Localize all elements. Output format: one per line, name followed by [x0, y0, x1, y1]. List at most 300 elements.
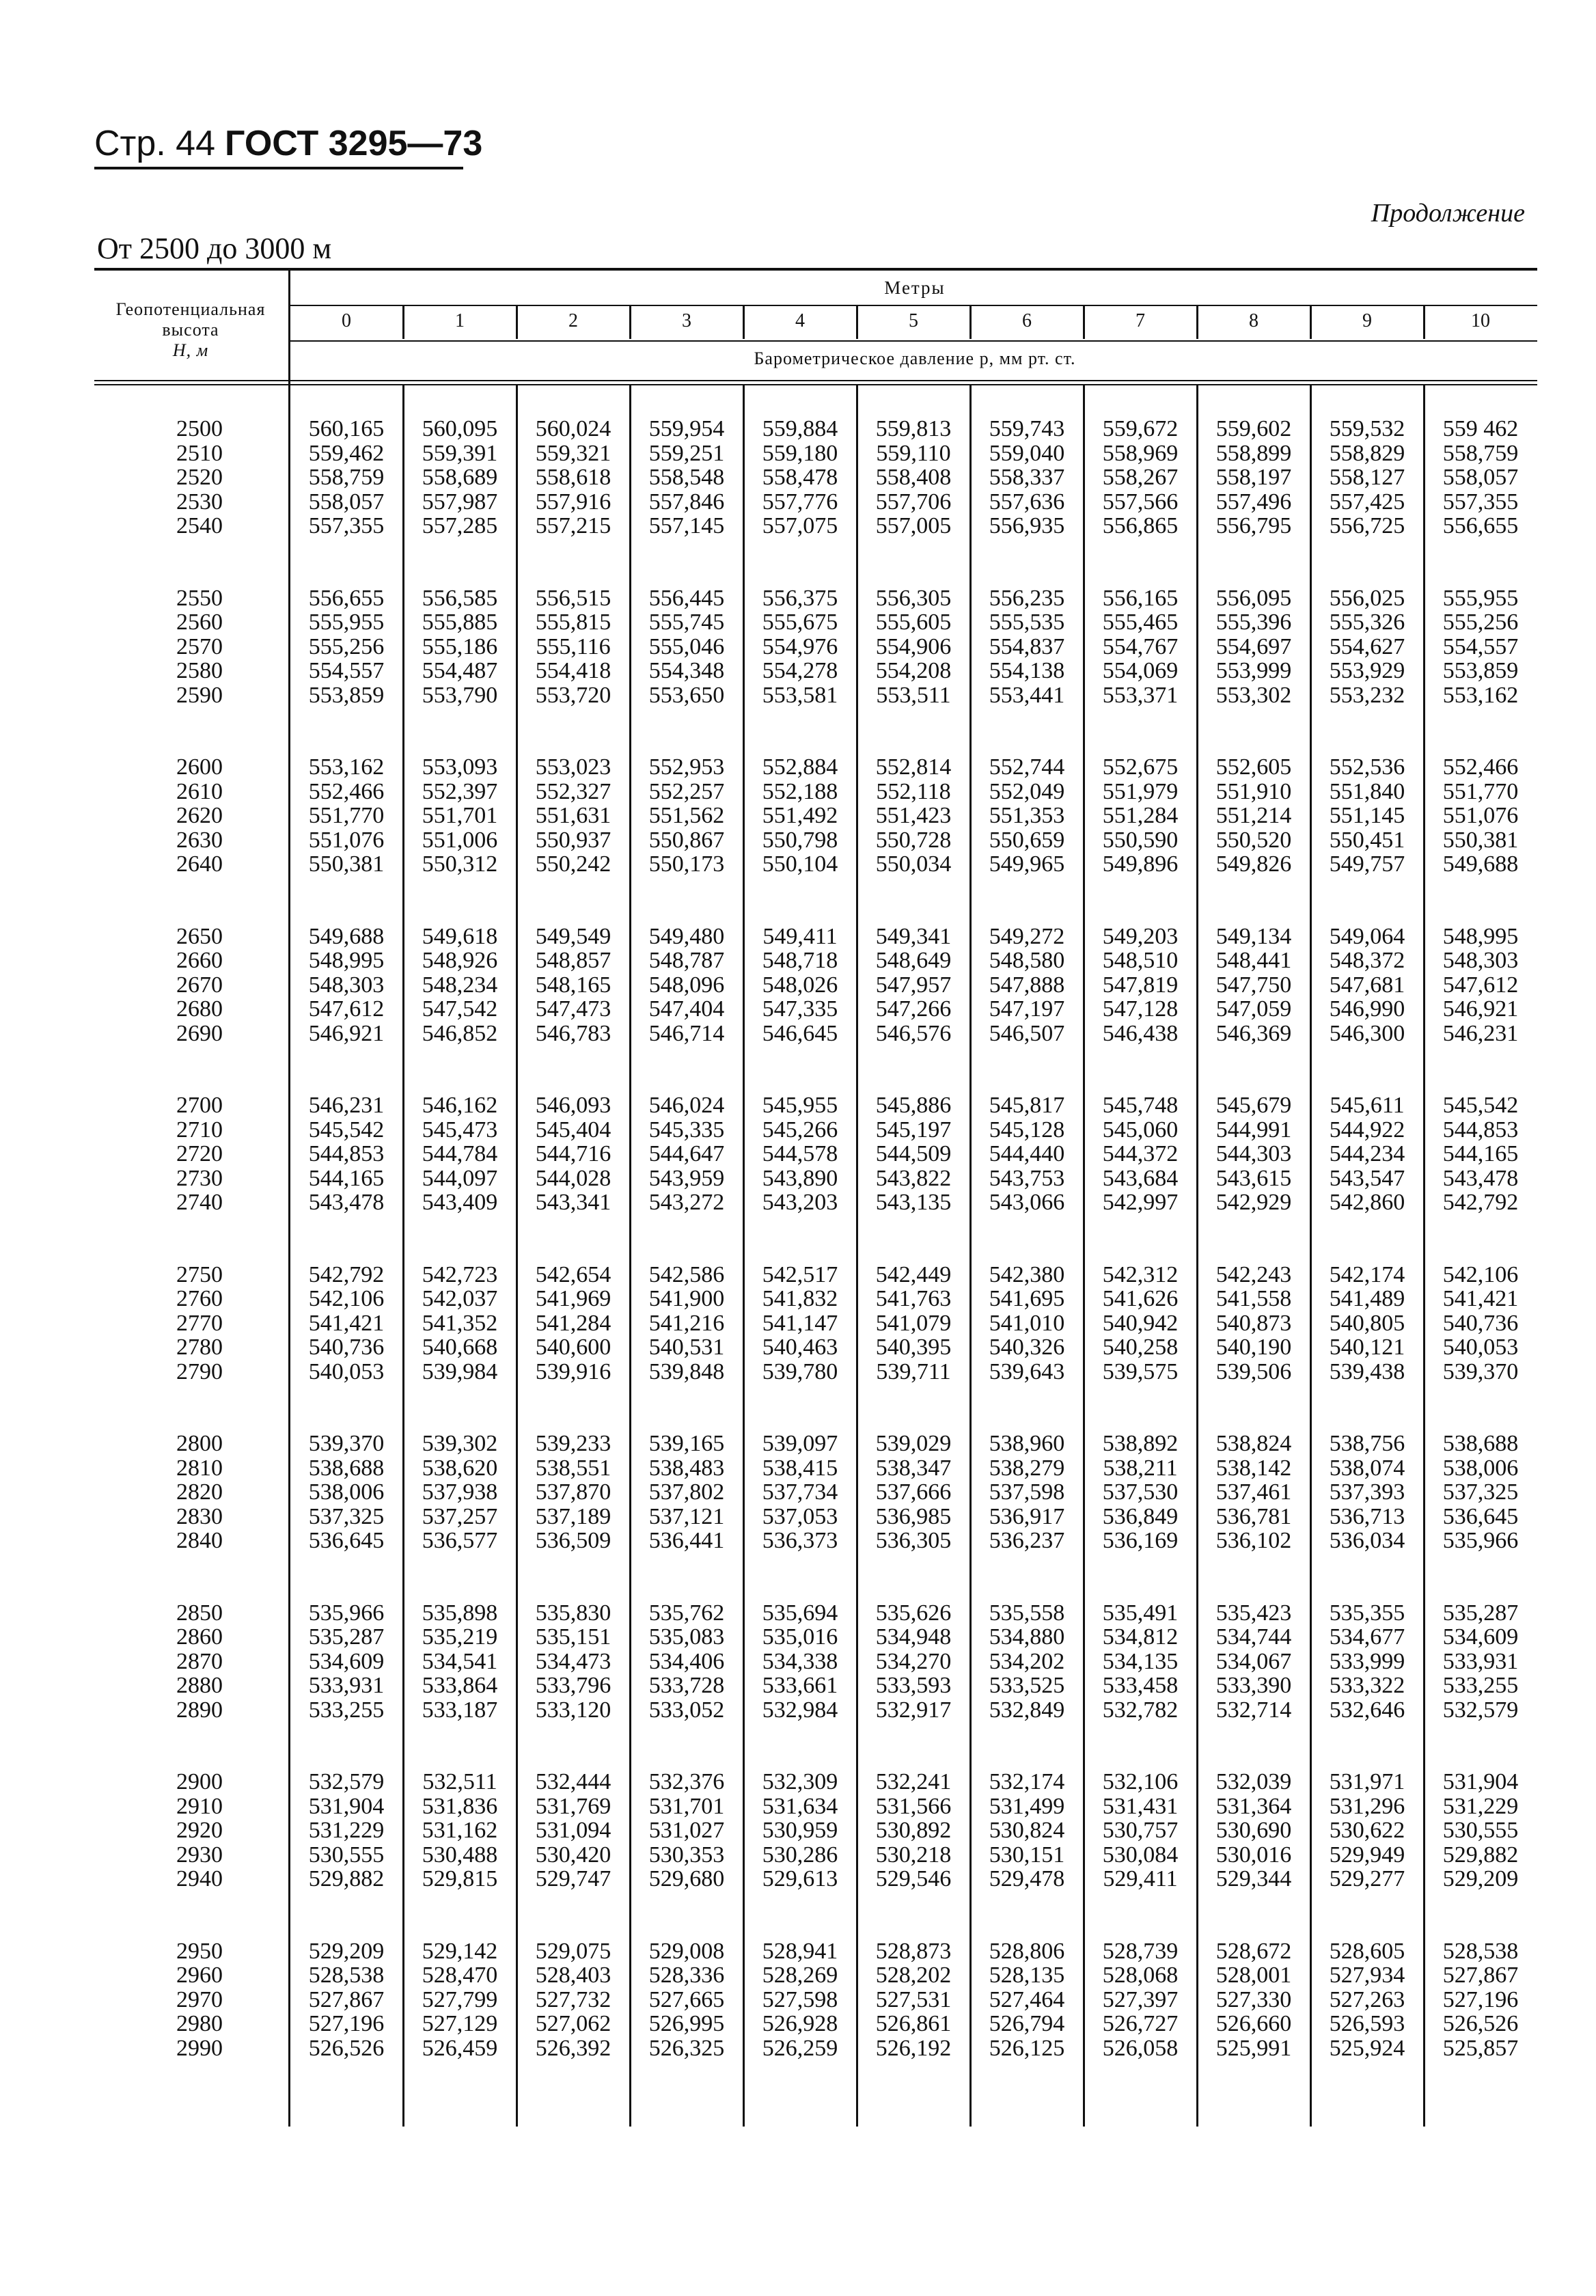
pressure-value: 546,783: [535, 1020, 611, 1046]
height-block: [94, 925, 223, 1046]
pressure-value: 549,688: [308, 923, 385, 949]
pressure-value: 546,300: [1329, 1020, 1405, 1046]
pressure-value: 540,053: [308, 1358, 385, 1384]
pressure-value: 551,145: [1329, 803, 1405, 828]
pressure-value: 544,784: [422, 1141, 498, 1166]
pressure-value: 549,618: [422, 923, 498, 949]
pressure-value: 527,531: [875, 1986, 952, 2012]
height-value: 2870: [176, 1648, 223, 1674]
pressure-value: 558,197: [1215, 465, 1292, 490]
pressure-value: 558,548: [648, 465, 725, 490]
pressure-value: 529,882: [1442, 1842, 1519, 1868]
pressure-value: 540,600: [535, 1335, 611, 1360]
pressure-value: 556,935: [989, 513, 1065, 538]
pressure-value: 542,106: [1442, 1261, 1519, 1287]
pressure-value: 540,258: [1102, 1335, 1179, 1360]
pressure-value: 531,971: [1329, 1769, 1405, 1794]
pressure-value: 543,478: [1442, 1165, 1519, 1191]
pressure-value: 556,235: [989, 585, 1065, 611]
pressure-value: 550,034: [875, 851, 952, 877]
pressure-value: 551,076: [1442, 803, 1519, 828]
pressure-value: 557,215: [535, 513, 611, 538]
pressure-value: 557,987: [422, 489, 498, 515]
pressure-value: 527,598: [762, 1986, 838, 2012]
value-block: [517, 417, 630, 538]
pressure-value: 529,478: [989, 1866, 1065, 1891]
header-tick: [402, 306, 404, 339]
pressure-value: 539,780: [762, 1358, 838, 1384]
pressure-value: 550,242: [535, 851, 611, 877]
header-tick: [629, 306, 631, 339]
pressure-value: 531,769: [535, 1793, 611, 1819]
height-value: 2690: [176, 1020, 223, 1046]
pressure-value: 548,441: [1215, 948, 1292, 973]
pressure-value: 548,303: [1442, 948, 1519, 973]
value-block: [1197, 925, 1310, 1046]
pressure-value: 530,555: [308, 1842, 385, 1868]
pressure-value: 534,609: [1442, 1624, 1519, 1650]
height-value: 2830: [176, 1503, 223, 1529]
pressure-value: 552,744: [989, 754, 1065, 780]
height-value: 2560: [176, 610, 223, 635]
pressure-value: 531,904: [308, 1793, 385, 1819]
pressure-value: 547,957: [875, 972, 952, 998]
pressure-value: 557,846: [648, 489, 725, 515]
pressure-value: 544,647: [648, 1141, 725, 1166]
pressure-value: 534,406: [648, 1648, 725, 1674]
pressure-value: 540,805: [1329, 1310, 1405, 1336]
stub-header-line: H, м: [172, 340, 209, 360]
pressure-value: 528,672: [1215, 1938, 1292, 1964]
pressure-value: 544,372: [1102, 1141, 1179, 1166]
pressure-value: 553,859: [1442, 658, 1519, 683]
pressure-value: 553,162: [1442, 682, 1519, 708]
pressure-value: 539,711: [876, 1358, 951, 1384]
pressure-value: 532,782: [1102, 1697, 1179, 1723]
pressure-value: 548,026: [762, 972, 838, 998]
value-block: [290, 1263, 403, 1384]
value-block: [290, 1770, 403, 1891]
value-block: [517, 925, 630, 1046]
pressure-value: 535,287: [1442, 1600, 1519, 1626]
pressure-value: 555,326: [1329, 610, 1405, 635]
value-block: [403, 1770, 517, 1891]
pressure-value: 551,284: [1102, 803, 1179, 828]
pressure-value: 530,824: [989, 1818, 1065, 1843]
pressure-value: 538,006: [308, 1479, 385, 1505]
pressure-value: 526,526: [1442, 2011, 1519, 2036]
pressure-value: 547,335: [762, 996, 838, 1022]
pressure-value: 530,959: [762, 1818, 838, 1843]
pressure-value: 536,509: [535, 1528, 611, 1553]
pressure-value: 526,058: [1102, 2035, 1179, 2061]
pressure-value: 534,880: [989, 1624, 1065, 1650]
pressure-value: 539,848: [648, 1358, 725, 1384]
height-value: 2550: [176, 585, 223, 611]
pressure-value: 545,611: [1330, 1093, 1405, 1118]
height-value: 2540: [176, 513, 223, 538]
value-block: [517, 1093, 630, 1215]
pressure-value: 536,577: [422, 1528, 498, 1553]
pressure-value: 555,046: [648, 633, 725, 659]
height-value: 2850: [176, 1600, 223, 1626]
pressure-value: 533,255: [1442, 1673, 1519, 1698]
pressure-value: 530,892: [875, 1818, 952, 1843]
pressure-value: 547,750: [1215, 972, 1292, 998]
height-block: [94, 586, 223, 708]
pressure-value: 554,697: [1215, 633, 1292, 659]
pressure-value: 526,192: [875, 2035, 952, 2061]
pressure-value: 541,079: [875, 1310, 952, 1336]
pressure-value: 535,219: [422, 1624, 498, 1650]
value-block: [743, 1770, 857, 1891]
height-value: 2730: [176, 1165, 223, 1191]
height-value: 2680: [176, 996, 223, 1022]
pressure-value: 554,069: [1102, 658, 1179, 683]
pressure-value: 532,174: [989, 1769, 1065, 1794]
pressure-value: 536,713: [1329, 1503, 1405, 1529]
pressure-value: 531,904: [1442, 1769, 1519, 1794]
pressure-value: 552,536: [1329, 754, 1405, 780]
value-block: [970, 1263, 1084, 1384]
value-block: [630, 1093, 743, 1215]
pressure-value: 549,203: [1102, 923, 1179, 949]
value-block: [630, 1432, 743, 1553]
value-column: [743, 417, 857, 2108]
value-block: [857, 586, 970, 708]
header-tick: [1310, 306, 1312, 339]
pressure-value: 538,211: [1103, 1455, 1178, 1481]
pressure-value: 534,270: [875, 1648, 952, 1674]
value-block: [1197, 1939, 1310, 2061]
value-column: [630, 417, 743, 2108]
pressure-value: 539,165: [648, 1431, 725, 1456]
pressure-value: 532,241: [875, 1769, 952, 1794]
pressure-value: 539,370: [1442, 1358, 1519, 1384]
pressure-value: 540,326: [989, 1335, 1065, 1360]
pressure-value: 529,008: [648, 1938, 725, 1964]
value-column: [290, 417, 403, 2108]
value-column: [1197, 417, 1310, 2108]
pressure-value: 540,463: [762, 1335, 838, 1360]
pressure-value: 539,916: [535, 1358, 611, 1384]
pressure-value: 529,209: [308, 1938, 385, 1964]
value-block: [403, 417, 517, 538]
value-block: [1424, 925, 1537, 1046]
pressure-value: 527,196: [308, 2011, 385, 2036]
pressure-value: 547,197: [989, 996, 1065, 1022]
table-body: [94, 417, 1537, 2118]
height-block: [94, 1263, 223, 1384]
pressure-value: 543,615: [1215, 1165, 1292, 1191]
pressure-value: 533,052: [648, 1697, 725, 1723]
pressure-value: 537,393: [1329, 1479, 1405, 1505]
pressure-value: 550,312: [422, 851, 498, 877]
pressure-value: 555,885: [422, 610, 498, 635]
pressure-value: 546,162: [422, 1093, 498, 1118]
pressure-value: 555,745: [648, 610, 725, 635]
pressure-value: 549,480: [648, 923, 725, 949]
pressure-value: 555,396: [1215, 610, 1292, 635]
pressure-value: 528,470: [422, 1963, 498, 1988]
value-block: [1084, 1263, 1197, 1384]
pressure-value: 538,960: [989, 1431, 1065, 1456]
value-block: [1424, 586, 1537, 708]
value-block: [1424, 1601, 1537, 1723]
pressure-value: 551,562: [648, 803, 725, 828]
pressure-value: 526,727: [1102, 2011, 1179, 2036]
pressure-value: 535,355: [1329, 1600, 1405, 1626]
pressure-value: 549,272: [989, 923, 1065, 949]
pressure-value: 547,128: [1102, 996, 1179, 1022]
pressure-value: 532,376: [648, 1769, 725, 1794]
value-block: [290, 1432, 403, 1553]
pressure-value: 529,613: [762, 1866, 838, 1891]
pressure-value: 549,341: [875, 923, 952, 949]
pressure-value: 543,341: [535, 1190, 611, 1215]
pressure-value: 542,723: [422, 1261, 498, 1287]
pressure-value: 541,969: [535, 1286, 611, 1311]
pressure-value: 530,286: [762, 1842, 838, 1868]
pressure-value: 541,352: [422, 1310, 498, 1336]
pressure-value: 534,338: [762, 1648, 838, 1674]
column-header: 9: [1362, 310, 1372, 331]
pressure-value: 537,461: [1215, 1479, 1292, 1505]
pressure-value: 558,899: [1215, 440, 1292, 466]
subheader-top-rule: [290, 340, 1537, 342]
height-value: 2760: [176, 1286, 223, 1311]
value-block: [630, 1263, 743, 1384]
pressure-value: 553,441: [989, 682, 1065, 708]
pressure-value: 536,237: [989, 1528, 1065, 1553]
pressure-value: 555,186: [422, 633, 498, 659]
pressure-value: 542,929: [1215, 1190, 1292, 1215]
pressure-value: 527,330: [1215, 1986, 1292, 2012]
pressure-value: 537,938: [422, 1479, 498, 1505]
pressure-value: 547,888: [989, 972, 1065, 998]
value-block: [970, 1093, 1084, 1215]
table-header-double-rule: [94, 380, 1537, 381]
pressure-value: 554,627: [1329, 633, 1405, 659]
pressure-value: 535,830: [535, 1600, 611, 1626]
value-block: [857, 925, 970, 1046]
pressure-value: 535,287: [308, 1624, 385, 1650]
pressure-value: 526,325: [648, 2035, 725, 2061]
pressure-value: 551,910: [1215, 778, 1292, 804]
pressure-value: 551,770: [1442, 778, 1519, 804]
value-block: [1310, 1432, 1424, 1553]
stub-header: [94, 299, 287, 361]
value-block: [1310, 1939, 1424, 2061]
pressure-value: 551,770: [308, 803, 385, 828]
value-block: [630, 417, 743, 538]
pressure-value: 545,886: [875, 1093, 952, 1118]
pressure-value: 542,997: [1102, 1190, 1179, 1215]
height-value: 2520: [176, 465, 223, 490]
pressure-value: 555,605: [875, 610, 952, 635]
height-block: [94, 1601, 223, 1723]
pressure-value: 528,001: [1215, 1963, 1292, 1988]
column-header: 6: [1022, 310, 1032, 331]
pressure-value: 541,763: [875, 1286, 952, 1311]
pressure-value: 557,496: [1215, 489, 1292, 515]
value-block: [290, 586, 403, 708]
pressure-value: 536,373: [762, 1528, 838, 1553]
pressure-value: 527,799: [422, 1986, 498, 2012]
pressure-value: 531,229: [308, 1818, 385, 1843]
value-block: [1084, 1770, 1197, 1891]
value-block: [1084, 417, 1197, 538]
pressure-value: 553,859: [308, 682, 385, 708]
pressure-value: 529,411: [1103, 1866, 1178, 1891]
pressure-value: 560,165: [308, 416, 385, 441]
height-value: 2530: [176, 489, 223, 515]
pressure-value: 543,135: [875, 1190, 952, 1215]
height-block: [94, 755, 223, 877]
pressure-value: 553,162: [308, 754, 385, 780]
value-block: [857, 1093, 970, 1215]
height-value: 2740: [176, 1190, 223, 1215]
value-block: [1310, 417, 1424, 538]
pressure-value: 545,335: [648, 1117, 725, 1143]
pressure-value: 538,142: [1215, 1455, 1292, 1481]
value-column: [1310, 417, 1424, 2108]
pressure-value: 553,093: [422, 754, 498, 780]
height-value: 2950: [176, 1938, 223, 1964]
pressure-value: 556,585: [422, 585, 498, 611]
pressure-value: 540,121: [1329, 1335, 1405, 1360]
value-block: [970, 1601, 1084, 1723]
column-header: 1: [455, 310, 465, 331]
pressure-value: 559,180: [762, 440, 838, 466]
pressure-value: 554,138: [989, 658, 1065, 683]
pressure-value: 528,135: [989, 1963, 1065, 1988]
height-value: 2910: [176, 1793, 223, 1819]
pressure-value: 556,515: [535, 585, 611, 611]
pressure-value: 548,510: [1102, 948, 1179, 973]
height-value: 2640: [176, 851, 223, 877]
pressure-value: 553,790: [422, 682, 498, 708]
value-block: [403, 586, 517, 708]
pressure-value: 556,655: [1442, 513, 1519, 538]
pressure-value: 537,870: [535, 1479, 611, 1505]
pressure-value: 536,781: [1215, 1503, 1292, 1529]
pressure-value: 547,612: [1442, 972, 1519, 998]
column-header: 5: [909, 310, 918, 331]
pressure-value: 543,753: [989, 1165, 1065, 1191]
pressure-value: 554,837: [989, 633, 1065, 659]
column-header: 4: [795, 310, 805, 331]
pressure-value: 535,151: [535, 1624, 611, 1650]
height-value: 2570: [176, 633, 223, 659]
pressure-value: 533,999: [1329, 1648, 1405, 1674]
pressure-value: 551,076: [308, 827, 385, 853]
height-value: 2780: [176, 1335, 223, 1360]
pressure-value: 549,549: [535, 923, 611, 949]
pressure-value: 551,492: [762, 803, 838, 828]
pressure-value: 559,954: [648, 416, 725, 441]
pressure-value: 528,202: [875, 1963, 952, 1988]
pressure-value: 535,491: [1102, 1600, 1179, 1626]
pressure-value: 544,028: [535, 1165, 611, 1191]
pressure-value: 544,440: [989, 1141, 1065, 1166]
pressure-value: 532,039: [1215, 1769, 1292, 1794]
pressure-value: 541,284: [535, 1310, 611, 1336]
pressure-value: 559,321: [535, 440, 611, 466]
pressure-value: 548,857: [535, 948, 611, 973]
height-value: 2990: [176, 2035, 223, 2061]
pressure-value: 531,634: [762, 1793, 838, 1819]
pressure-value: 556,725: [1329, 513, 1405, 538]
pressure-value: 541,558: [1215, 1286, 1292, 1311]
pressure-value: 536,169: [1102, 1528, 1179, 1553]
pressure-value: 549,965: [989, 851, 1065, 877]
pressure-value: 530,555: [1442, 1818, 1519, 1843]
pressure-value: 557,005: [875, 513, 952, 538]
pressure-value: 541,216: [648, 1310, 725, 1336]
pressure-value: 554,278: [762, 658, 838, 683]
height-value: 2930: [176, 1842, 223, 1868]
value-block: [1197, 1432, 1310, 1553]
pressure-value: 533,458: [1102, 1673, 1179, 1698]
header-tick: [969, 306, 972, 339]
pressure-value: 545,542: [1442, 1093, 1519, 1118]
pressure-value: 533,187: [422, 1697, 498, 1723]
pressure-value: 545,404: [535, 1117, 611, 1143]
pressure-value: 554,767: [1102, 633, 1179, 659]
pressure-value: 533,796: [535, 1673, 611, 1698]
value-block: [970, 1770, 1084, 1891]
pressure-value: 532,917: [875, 1697, 952, 1723]
value-block: [743, 1601, 857, 1723]
pressure-value: 553,720: [535, 682, 611, 708]
pressure-value: 538,756: [1329, 1431, 1405, 1456]
pressure-value: 549,064: [1329, 923, 1405, 949]
pressure-value: 547,473: [535, 996, 611, 1022]
value-block: [1084, 1093, 1197, 1215]
value-block: [1084, 586, 1197, 708]
pressure-value: 552,605: [1215, 754, 1292, 780]
value-block: [517, 586, 630, 708]
pressure-value: 532,106: [1102, 1769, 1179, 1794]
pressure-table: [94, 268, 1537, 2127]
height-value: 2840: [176, 1528, 223, 1553]
pressure-value: 547,681: [1329, 972, 1405, 998]
pressure-value: 526,928: [762, 2011, 838, 2036]
pressure-value: 554,208: [875, 658, 952, 683]
header-tick: [1423, 306, 1425, 339]
value-block: [743, 1263, 857, 1384]
pressure-value: 532,444: [535, 1769, 611, 1794]
pressure-value: 559,743: [989, 416, 1065, 441]
pressure-value: 529,142: [422, 1938, 498, 1964]
height-block: [94, 1939, 223, 2061]
pressure-value: 546,576: [875, 1020, 952, 1046]
pressure-value: 532,849: [989, 1697, 1065, 1723]
pressure-value: 531,162: [422, 1818, 498, 1843]
pressure-value: 558,829: [1329, 440, 1405, 466]
pressure-value: 546,024: [648, 1093, 725, 1118]
height-value: 2610: [176, 778, 223, 804]
value-block: [1310, 1263, 1424, 1384]
pressure-value: 539,302: [422, 1431, 498, 1456]
value-block: [970, 755, 1084, 877]
pressure-value: 550,520: [1215, 827, 1292, 853]
pressure-value: 526,593: [1329, 2011, 1405, 2036]
pressure-value: 529,209: [1442, 1866, 1519, 1891]
pressure-value: 528,336: [648, 1963, 725, 1988]
pressure-value: 550,381: [1442, 827, 1519, 853]
